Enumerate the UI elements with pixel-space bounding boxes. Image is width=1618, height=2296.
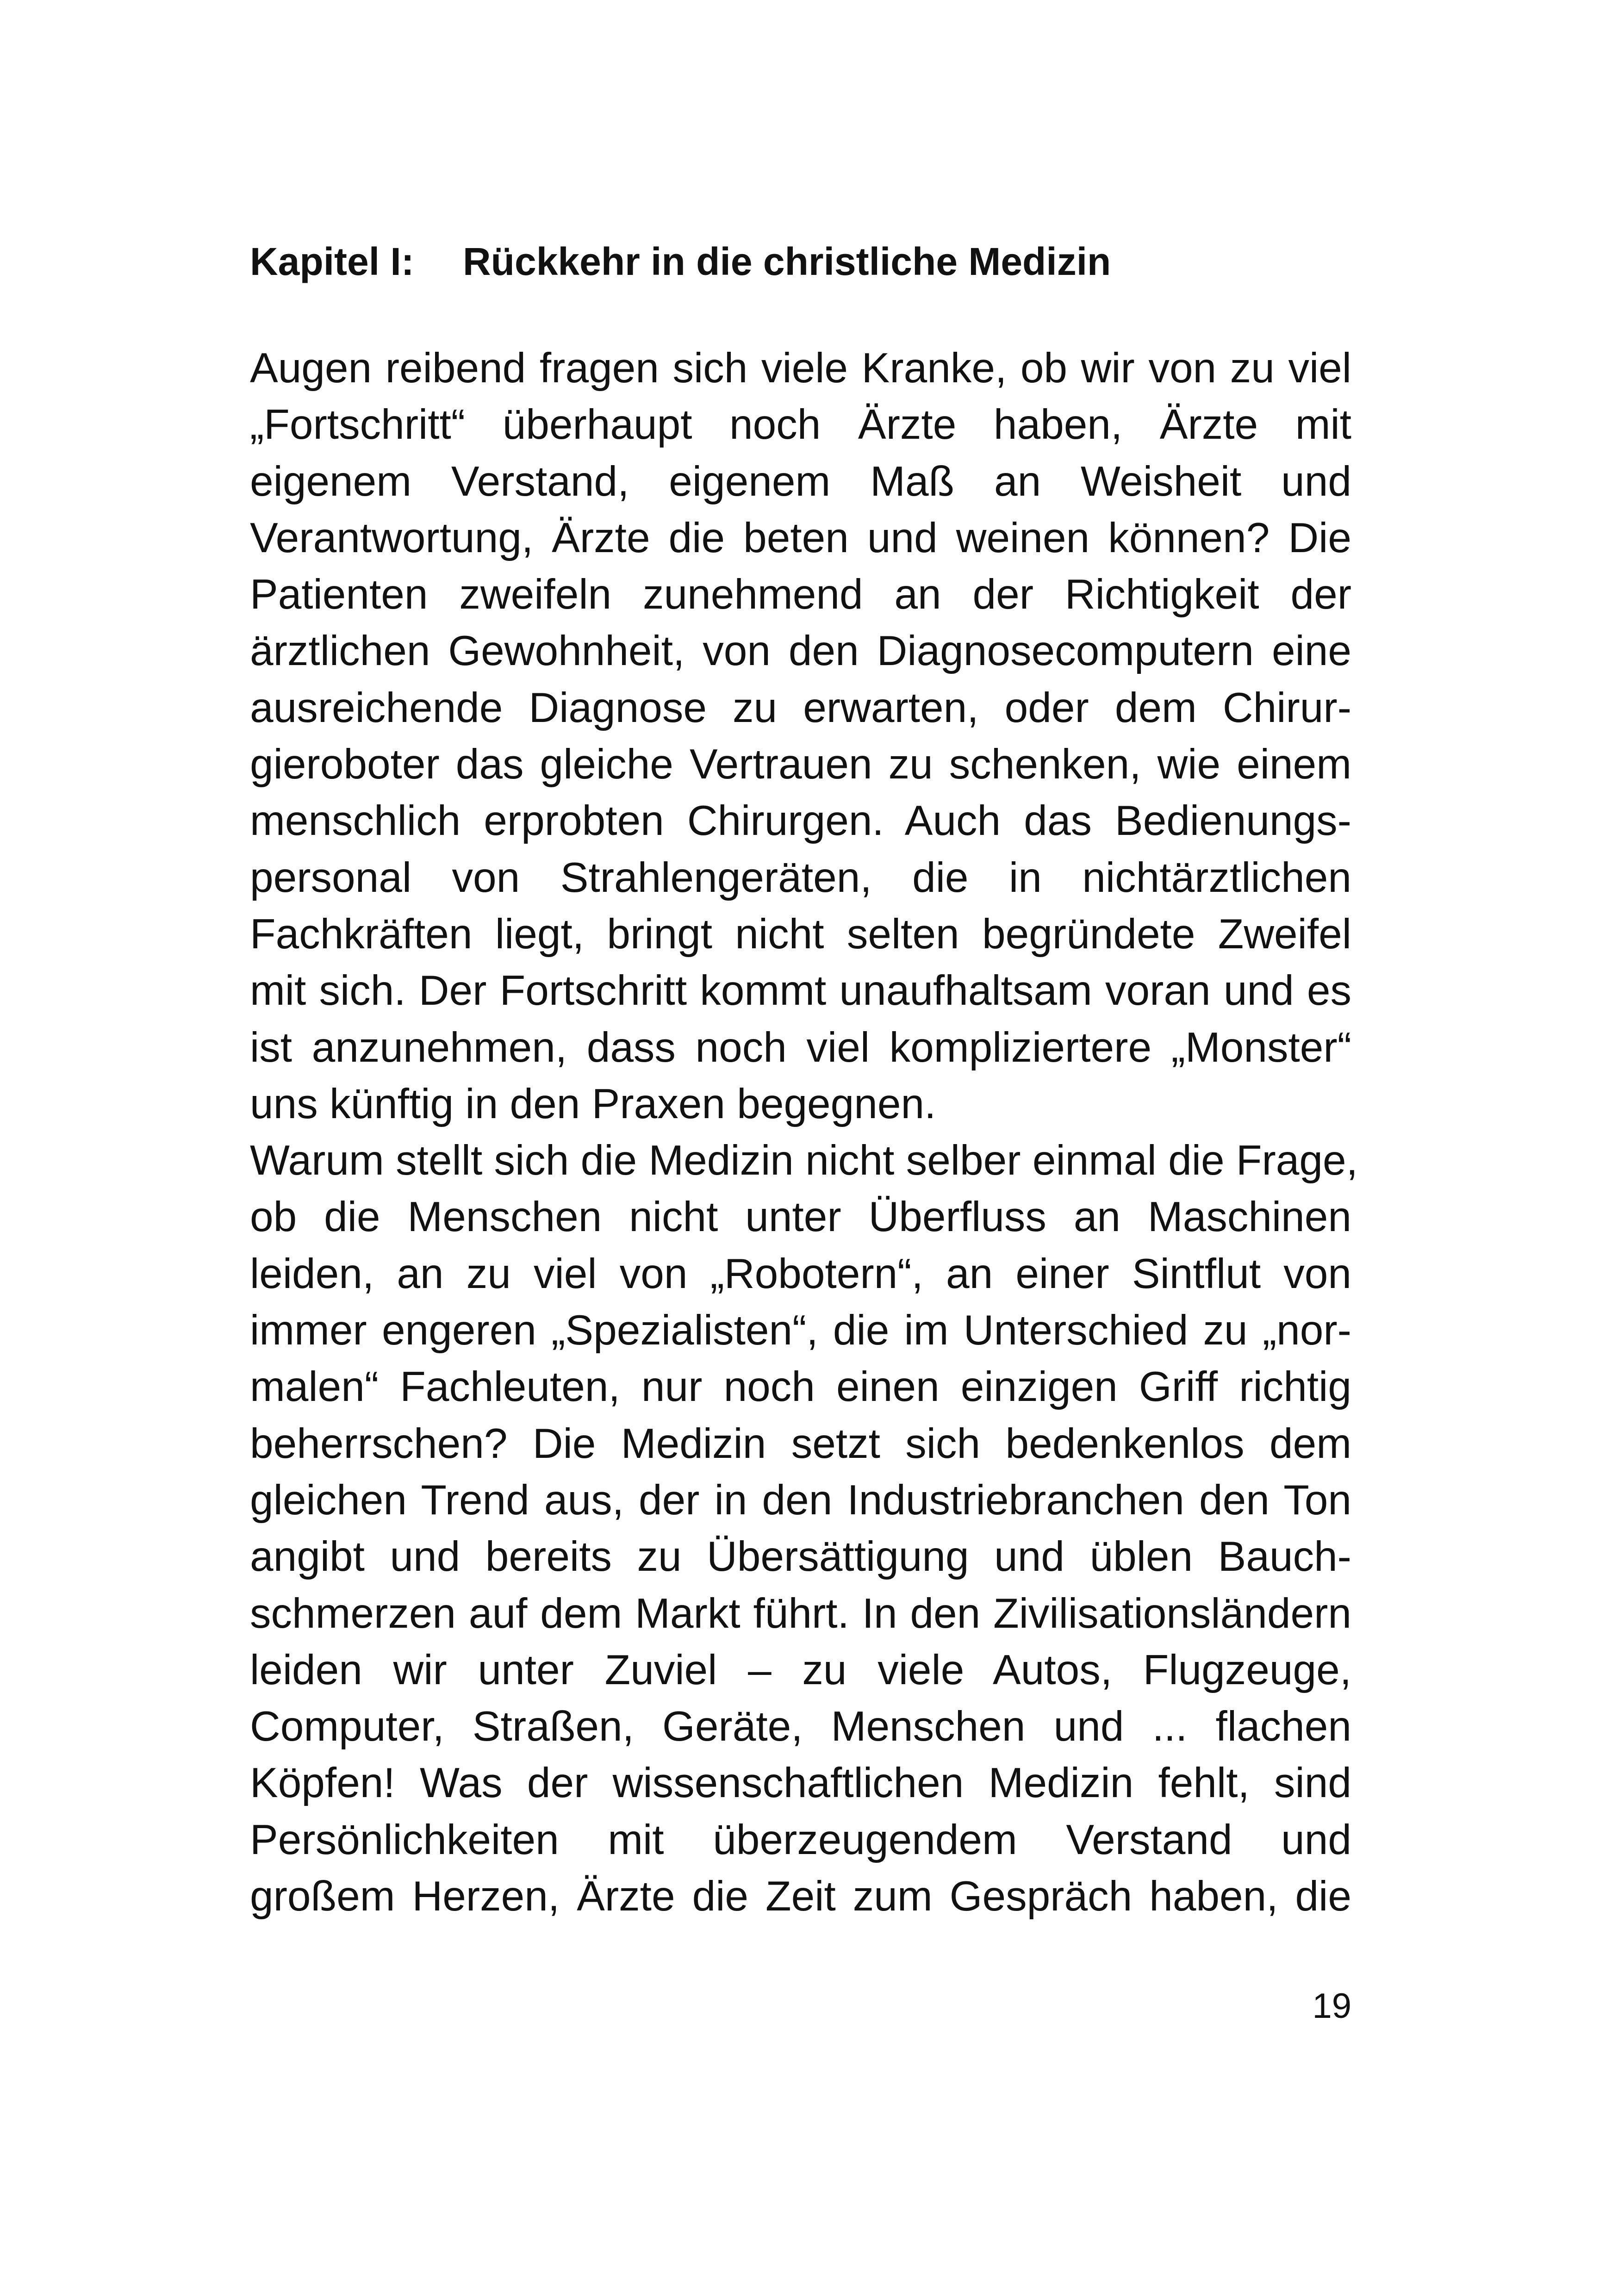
text-line: ärztlichen Gewohnheit, von den Diagnosecomputern eine <box>250 628 1351 675</box>
text-line: eigenem Verstand, eigenem Maß an Weisheit und <box>250 458 1351 505</box>
text-line: Augen reibend fragen sich viele Kranke, ob wir von zu viel <box>250 345 1351 392</box>
text-line: leiden, an zu viel von „Robotern“, an einer Sintflut von <box>250 1250 1351 1297</box>
text-line: gieroboter das gleiche Vertrauen zu schenken, wie einem <box>250 741 1351 788</box>
text-line: malen“ Fachleuten, nur noch einen einzigen Griff richtig <box>250 1363 1351 1411</box>
chapter-title: Rückkehr in die christliche Medizin <box>463 240 1111 283</box>
text-line: „Fortschritt“ überhaupt noch Ärzte haben, Ärzte mit <box>250 401 1351 448</box>
text-line: Verantwortung, Ärzte die beten und weinen können? Die <box>250 514 1351 561</box>
text-line: menschlich erprobten Chirurgen. Auch das Bedienungs- <box>250 797 1351 845</box>
text-line: großem Herzen, Ärzte die Zeit zum Gespräch haben, die <box>250 1873 1351 1920</box>
text-line: personal von Strahlengeräten, die in nichtärztlichen <box>250 854 1351 901</box>
text-line: Köpfen! Was der wissenschaftlichen Medizin fehlt, sind <box>250 1760 1351 1807</box>
text-line: Patienten zweifeln zunehmend an der Richtigkeit der <box>250 571 1351 618</box>
page-number: 19 <box>1312 1986 1351 2026</box>
text-line: beherrschen? Die Medizin setzt sich bedenkenlos dem <box>250 1420 1351 1467</box>
body-text <box>250 340 1358 1925</box>
text-line: uns künftig in den Praxen begegnen. <box>250 1080 936 1127</box>
chapter-heading <box>250 234 1370 289</box>
text-line: Persönlichkeiten mit überzeugendem Verstand und <box>250 1816 1351 1863</box>
text-line: angibt und bereits zu Übersättigung und üblen Bauch- <box>250 1533 1351 1580</box>
text-line: Warum stellt sich die Medizin nicht selber einmal die Frage, <box>250 1137 1358 1184</box>
text-line: mit sich. Der Fortschritt kommt unaufhaltsam voran und es <box>250 967 1351 1014</box>
text-line: gleichen Trend aus, der in den Industriebranchen den Ton <box>250 1476 1351 1524</box>
text-line: Fachkräften liegt, bringt nicht selten begründete Zweifel <box>250 910 1351 958</box>
text-line: ausreichende Diagnose zu erwarten, oder dem Chirur- <box>250 684 1351 731</box>
text-line: ist anzunehmen, dass noch viel kompliziertere „Monster“ <box>250 1024 1351 1071</box>
chapter-label: Kapitel I: <box>250 240 414 283</box>
text-line: ob die Menschen nicht unter Überfluss an Maschinen <box>250 1194 1351 1241</box>
text-line: schmerzen auf dem Markt führt. In den Zivilisationsländern <box>250 1590 1351 1637</box>
text-line: leiden wir unter Zuviel – zu viele Autos, Flugzeuge, <box>250 1646 1351 1693</box>
text-line: immer engeren „Spezialisten“, die im Unterschied zu „nor- <box>250 1307 1351 1354</box>
text-line: Computer, Straßen, Geräte, Menschen und ... flachen <box>250 1703 1351 1750</box>
